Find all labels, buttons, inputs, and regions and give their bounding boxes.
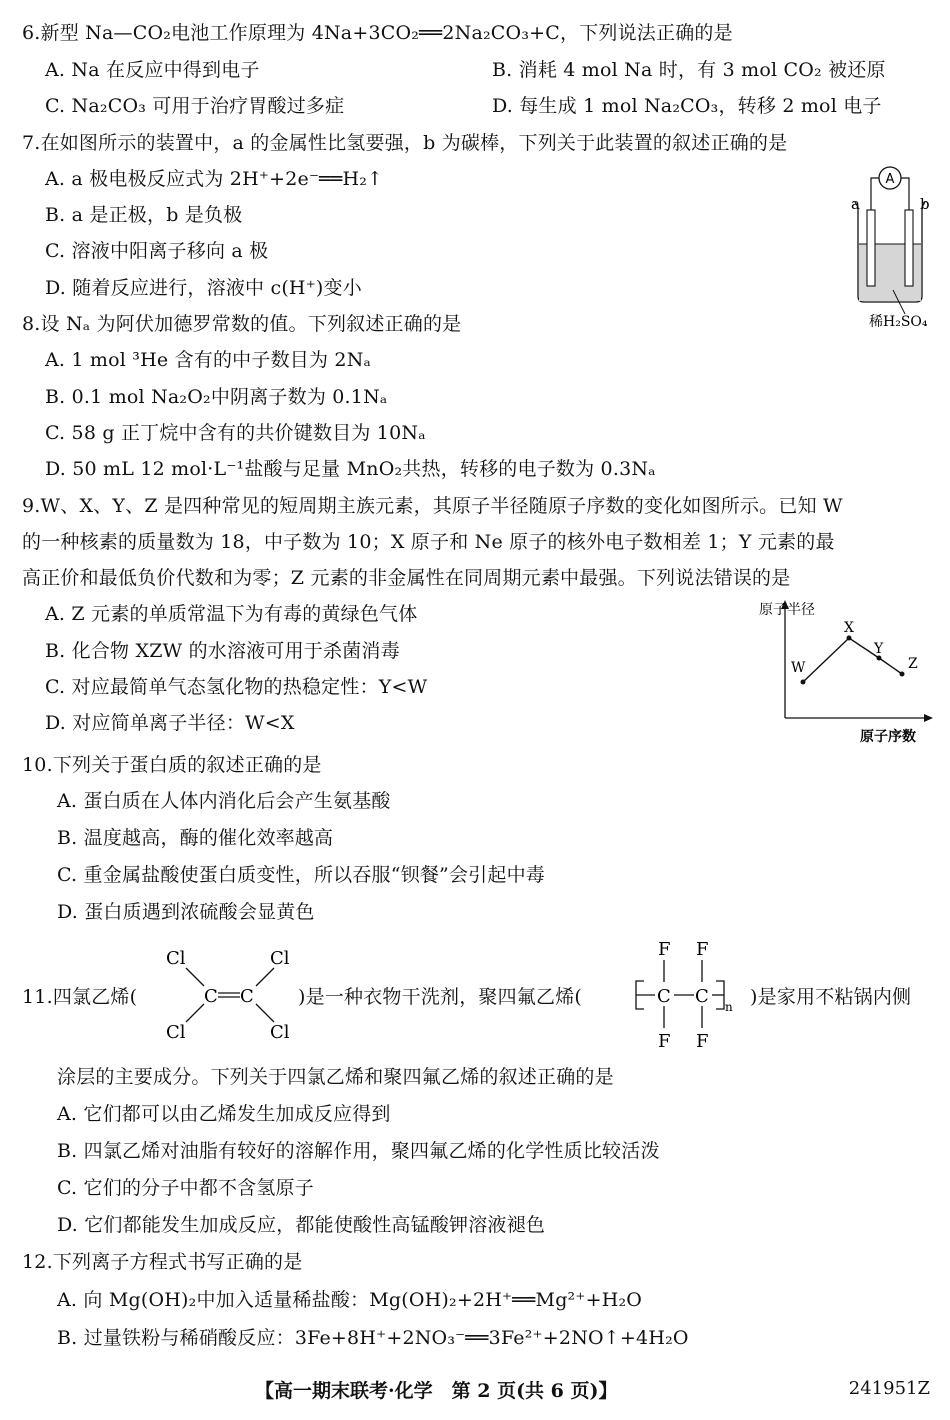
f-atom: F <box>696 939 709 960</box>
graph-x-label: 原子序数 <box>860 729 916 745</box>
electrode-b-label: b <box>920 195 930 213</box>
cl-atom: Cl <box>166 948 186 969</box>
c-atom: C <box>240 986 254 1007</box>
q12-stem: 12.下列离子方程式书写正确的是 <box>22 1251 303 1273</box>
label-y: Y <box>874 641 884 657</box>
q8-stem: 8.设 Nₐ 为阿伏加德罗常数的值。下列叙述正确的是 <box>22 313 462 335</box>
electrode-a <box>867 210 875 286</box>
q9-stem-line2: 的一种核素的质量数为 18，中子数为 10；X 原子和 Ne 原子的核外电子数相差 1；Y 元素的最 <box>22 531 835 553</box>
electrode-a-label: a <box>851 195 860 213</box>
f-atom: F <box>658 939 671 960</box>
q11-stem-line2: 涂层的主要成分。下列关于四氯乙烯和聚四氟乙烯的叙述正确的是 <box>57 1066 614 1088</box>
galvanic-cell-figure <box>845 162 935 332</box>
c-atom: C <box>695 986 709 1007</box>
q8-option-c: C. 58 g 正丁烷中含有的共价键数目为 10Nₐ <box>45 422 426 444</box>
q11-option-c: C. 它们的分子中都不含氢原子 <box>57 1177 314 1199</box>
q9-stem-line3: 高正价和最低负价代数和为零；Z 元素的非金属性在同周期元素中最强。下列说法错误的是 <box>22 567 791 589</box>
q6-option-a: A. Na 在反应中得到电子 <box>45 59 260 81</box>
q9-option-a: A. Z 元素的单质常温下为有毒的黄绿色气体 <box>45 603 418 625</box>
q7-option-c: C. 溶液中阳离子移向 a 极 <box>45 240 269 262</box>
q7-option-b: B. a 是正极，b 是负极 <box>45 204 243 226</box>
point-x <box>847 636 852 641</box>
q9-option-d: D. 对应简单离子半径：W<X <box>45 712 295 734</box>
q6-option-d: D. 每生成 1 mol Na₂CO₃，转移 2 mol 电子 <box>492 95 882 117</box>
q9-option-c: C. 对应最简单气态氢化物的热稳定性：Y<W <box>45 676 428 698</box>
q10-option-b: B. 温度越高，酶的催化效率越高 <box>57 827 334 849</box>
radius-curve <box>803 638 902 682</box>
q10-option-c: C. 重金属盐酸使蛋白质变性，所以吞服“钡餐”会引起中毒 <box>57 864 545 886</box>
q10-option-d: D. 蛋白质遇到浓硫酸会显黄色 <box>57 901 315 923</box>
q8-option-a: A. 1 mol ³He 含有的中子数目为 2Nₐ <box>45 349 372 371</box>
f-atom: F <box>658 1031 671 1052</box>
page-footer: 【高一期末联考·化学 第 2 页(共 6 页)】 <box>255 1380 618 1402</box>
q7-stem: 7.在如图所示的装置中，a 的金属性比氢要强，b 为碳棒，下列关于此装置的叙述正确的是 <box>22 132 788 154</box>
q10-stem: 10.下列关于蛋白质的叙述正确的是 <box>22 754 322 776</box>
q7-option-d: D. 随着反应进行，溶液中 c(H⁺)变小 <box>45 277 362 299</box>
tetrachloroethylene-structure <box>160 940 300 1050</box>
q12-option-b: B. 过量铁粉与稀硝酸反应：3Fe+8H⁺+2NO₃⁻══3Fe²⁺+2NO↑+4H₂O <box>57 1327 689 1349</box>
q8-option-d: D. 50 mL 12 mol·L⁻¹盐酸与足量 MnO₂共热，转移的电子数为 0.3Nₐ <box>45 458 656 480</box>
q11-stem-part3: )是家用不粘锅内侧 <box>750 986 912 1008</box>
q11-stem-part1: 11.四氯乙烯( <box>22 986 138 1008</box>
q6-stem: 6.新型 Na—CO₂电池工作原理为 4Na+3CO₂══2Na₂CO₃+C，下列说法正确的是 <box>22 22 733 44</box>
q9-stem-line1: 9.W、X、Y、Z 是四种常见的短周期主族元素，其原子半径随原子序数的变化如图所示。已知 W <box>22 495 843 517</box>
q7-option-a: A. a 极电极反应式为 2H⁺+2e⁻══H₂↑ <box>45 168 384 190</box>
q6-option-b: B. 消耗 4 mol Na 时，有 3 mol CO₂ 被还原 <box>492 59 886 81</box>
solution-label: 稀H₂SO₄ <box>869 314 928 330</box>
cl-atom: Cl <box>166 1022 186 1043</box>
q8-option-b: B. 0.1 mol Na₂O₂中阴离子数为 0.1Nₐ <box>45 386 388 408</box>
q11-option-d: D. 它们都能发生加成反应，都能使酸性高锰酸钾溶液褪色 <box>57 1214 546 1236</box>
label-x: X <box>844 620 854 636</box>
point-z <box>900 672 905 677</box>
c-atom: C <box>657 986 671 1007</box>
c-atom: C <box>204 986 218 1007</box>
label-w: W <box>791 660 806 676</box>
cl-atom: Cl <box>270 948 290 969</box>
q11-option-a: A. 它们都可以由乙烯发生加成反应得到 <box>57 1103 391 1125</box>
exam-code: 241951Z <box>848 1378 930 1399</box>
q6-option-c: C. Na₂CO₃ 可用于治疗胃酸过多症 <box>45 95 345 117</box>
graph-y-label: 原子半径 <box>759 602 815 618</box>
ammeter-label: A <box>885 172 895 187</box>
point-w <box>801 680 806 685</box>
q11-stem-part2: )是一种衣物干洗剂，聚四氟乙烯( <box>298 986 583 1008</box>
cl-atom: Cl <box>270 1022 290 1043</box>
electrode-b <box>905 210 913 286</box>
polymer-n: n <box>725 1000 733 1014</box>
q12-option-a: A. 向 Mg(OH)₂中加入适量稀盐酸：Mg(OH)₂+2H⁺══Mg²⁺+H₂O <box>57 1289 643 1311</box>
q11-option-b: B. 四氯乙烯对油脂有较好的溶解作用，聚四氟乙烯的化学性质比较活泼 <box>57 1140 660 1162</box>
label-z: Z <box>908 656 918 672</box>
atomic-radius-graph <box>755 598 935 748</box>
q9-option-b: B. 化合物 XZW 的水溶液可用于杀菌消毒 <box>45 640 400 662</box>
ptfe-structure <box>622 935 750 1053</box>
f-atom: F <box>696 1031 709 1052</box>
q10-option-a: A. 蛋白质在人体内消化后会产生氨基酸 <box>57 790 391 812</box>
